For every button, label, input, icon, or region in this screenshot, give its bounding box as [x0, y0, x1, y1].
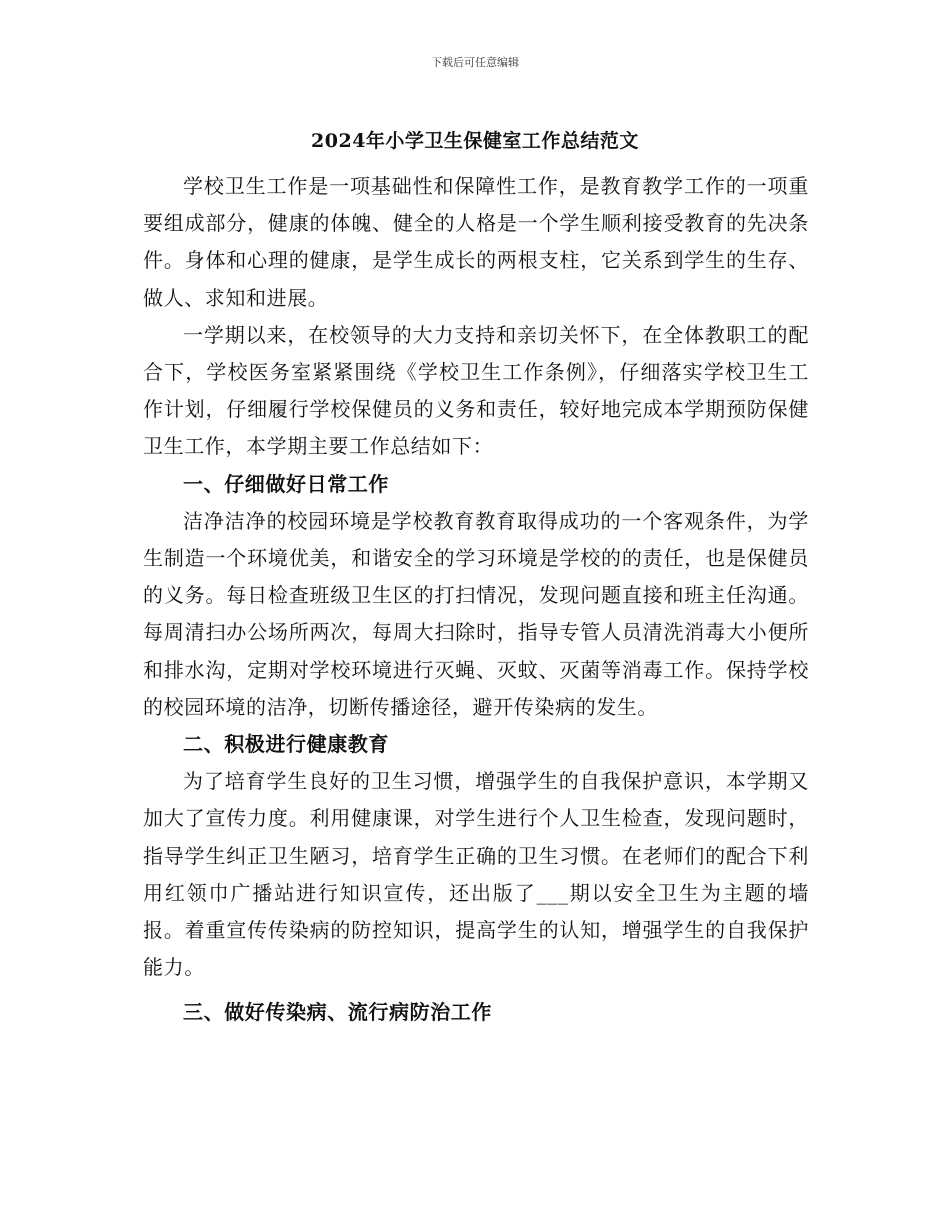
section-paragraph-2: 为了培育学生良好的卫生习惯，增强学生的自我保护意识，本学期又加大了宣传力度。利用健康课，对学生进行个人卫生检查，发现问题时，指导学生纠正卫生陋习，培育学生正确的卫生习惯。在老师们的配合下利用红领巾广播站进行知识宣传，还出版了___期以安全卫生为主题的墙报。着重宣传传染病的防控知识，提高学生的认知，增强学生的自我保护能力。 — [143, 769, 809, 980]
document-body — [143, 168, 809, 1032]
section-paragraph-1: 洁净洁净的校园环境是学校教育教育取得成功的一个客观条件，为学生制造一个环境优美，和谐安全的学习环境是学校的的责任，也是保健员的义务。每日检查班级卫生区的打扫情况，发现问题直接和班主任沟通。每周清扫办公场所两次，每周大扫除时，指导专管人员清洗消毒大小便所和排水沟，定期对学校环境进行灭蝇、灭蚊、灭菌等消毒工作。保持学校的校园环境的洁净，切断传播途径，避开传染病的发生。 — [143, 508, 809, 719]
intro-paragraph-2: 一学期以来，在校领导的大力支持和亲切关怀下，在全体教职工的配合下，学校医务室紧紧围绕《学校卫生工作条例》，仔细落实学校卫生工作计划，仔细履行学校保健员的义务和责任，较好地完成本学期预防保健卫生工作，本学期主要工作总结如下： — [143, 322, 809, 459]
section-heading-3: 三、做好传染病、流行病防治工作 — [183, 1000, 492, 1025]
section-heading-1: 一、仔细做好日常工作 — [183, 471, 389, 496]
intro-paragraph-1: 学校卫生工作是一项基础性和保障性工作，是教育教学工作的一项重要组成部分，健康的体魄、健全的人格是一个学生顺利接受教育的先决条件。身体和心理的健康，是学生成长的两根支柱，它关系到学生的生存、做人、求知和进展。 — [143, 174, 809, 310]
header-note: 下载后可任意编辑 — [431, 56, 519, 69]
section-heading-2: 二、积极进行健康教育 — [183, 732, 389, 757]
document-title: 2024年小学卫生保健室工作总结范文 — [311, 130, 639, 152]
